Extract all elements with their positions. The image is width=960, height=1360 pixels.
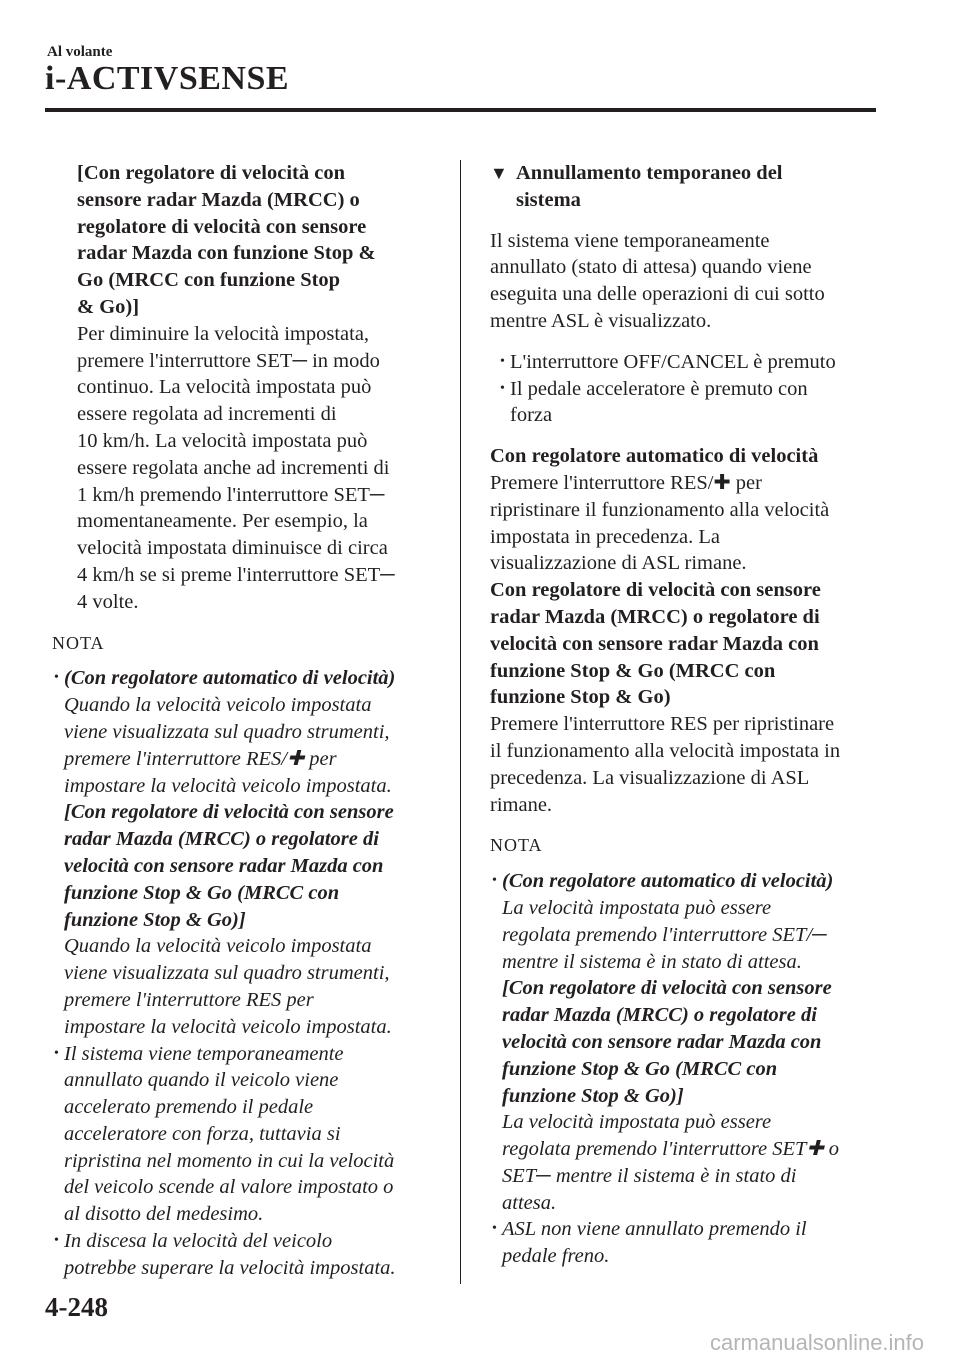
watermark: carmanualsonline.info [710, 1330, 925, 1355]
header-rule [45, 108, 876, 112]
left-heading: [Con regolatore di velocità con sensore radar Mazda (MRCC) o regolatore di velocità con sensore radar Mazda con funzione Stop & Go (MRCC con funzione Stop & Go)] [77, 162, 376, 318]
bullet-dot: • [54, 1045, 59, 1061]
left-nota-item: • (Con regolatore automatico di velocità) Quando la velocità veicolo impostata viene visualizzata sul quadro strumenti, premere l'interruttore RES/✚ per impostare la velocità veicolo impostata. [Con regolatore di velocità con sensore radar Mazda (MRCC) o regolatore di velocità con sensore radar Mazda con funzione Stop & Go (MRCC con funzione Stop & Go)] Quando la velocità veicolo impostata viene visualizzata sul quadro strumenti, premere l'interruttore RES per impostare la velocità veicolo impostata. [54, 667, 396, 1038]
left-nota-label: NOTA [52, 632, 105, 653]
bullet-dot: • [54, 670, 59, 686]
left-body: Per diminuire la velocità impostata, premere l'interruttore SET─ in modo continuo. La velocità impostata può essere regolata ad incrementi di 10 km/h. La velocità impostata può essere regolata anche ad incrementi di 1 km/h premendo l'interruttore SET─ momentaneamente. Per esempio, la velocità impostata diminuisce di circa 4 km/h se si preme l'interruttore SET─ 4 volte. [77, 322, 395, 613]
right-bullet-item: • L'interruttore OFF/CANCEL è premuto [498, 349, 885, 376]
sub1-body: Premere l'interruttore RES/✚ per ripristinare il funzionamento alla velocità impostata in precedenza. La visualizzazione di ASL rimane. [490, 471, 830, 575]
sub2-heading: Con regolatore di velocità con sensore radar Mazda (MRCC) o regolatore di velocità con sensore radar Mazda con funzione Stop & Go (MRCC con funzione Stop & Go) [490, 579, 821, 709]
right-nota-label: NOTA [490, 835, 543, 856]
right-nota-item: • (Con regolatore automatico di velocità) La velocità impostata può essere regolata premendo l'interruttore SET/─ mentre il sistema è in stato di attesa. [Con regolatore di velocità con sensore radar Mazda (MRCC) o regolatore di velocità con sensore radar Mazda con funzione Stop & Go (MRCC con funzione Stop & Go)] La velocità impostata può essere regolata premendo l'interruttore SET✚ o SET─ mentre il sistema è in stato di attesa. [492, 870, 840, 1214]
left-column [52, 160, 432, 1282]
triangle-marker-icon: ▼ [490, 163, 508, 183]
bullet-dot: • [492, 1221, 497, 1237]
bullet-dot: • [500, 380, 505, 396]
bullet-dot: • [492, 873, 497, 889]
sub1-heading: Con regolatore automatico di velocità [490, 445, 819, 468]
right-intro: Il sistema viene temporaneamente annullato (stato di attesa) quando viene eseguita una delle operazioni di cui sotto mentre ASL è visualizzato. [490, 229, 825, 332]
right-bullet-item: • Il pedale acceleratore è premuto con forza [500, 377, 808, 427]
page-number: 4-248 [45, 1292, 108, 1322]
right-nota-item: • ASL non viene annullato premendo il pedale freno. [492, 1218, 807, 1268]
left-nota-item: • In discesa la velocità del veicolo potrebbe superare la velocità impostata. [54, 1230, 396, 1279]
sub2-body: Premere l'interruttore RES per ripristinare il funzionamento alla velocità impostata in precedenza. La visualizzazione di ASL rimane. [490, 713, 841, 816]
section-title: Al volante [47, 44, 113, 60]
right-column [490, 160, 885, 1270]
bullet-dot: • [500, 353, 505, 369]
left-nota-item: • Il sistema viene temporaneamente annullato quando il veicolo viene accelerato premendo il pedale acceleratore con forza, tuttavia si ripristina nel momento in cui la velocità del veicolo scende al valore impostato o al disotto del medesimo. [54, 1042, 395, 1226]
right-heading: ▼ Annullamento temporaneo del sistema [490, 162, 783, 211]
chapter-title: i-ACTIVSENSE [45, 60, 290, 97]
column-divider [460, 160, 461, 1284]
bullet-dot: • [54, 1233, 59, 1249]
